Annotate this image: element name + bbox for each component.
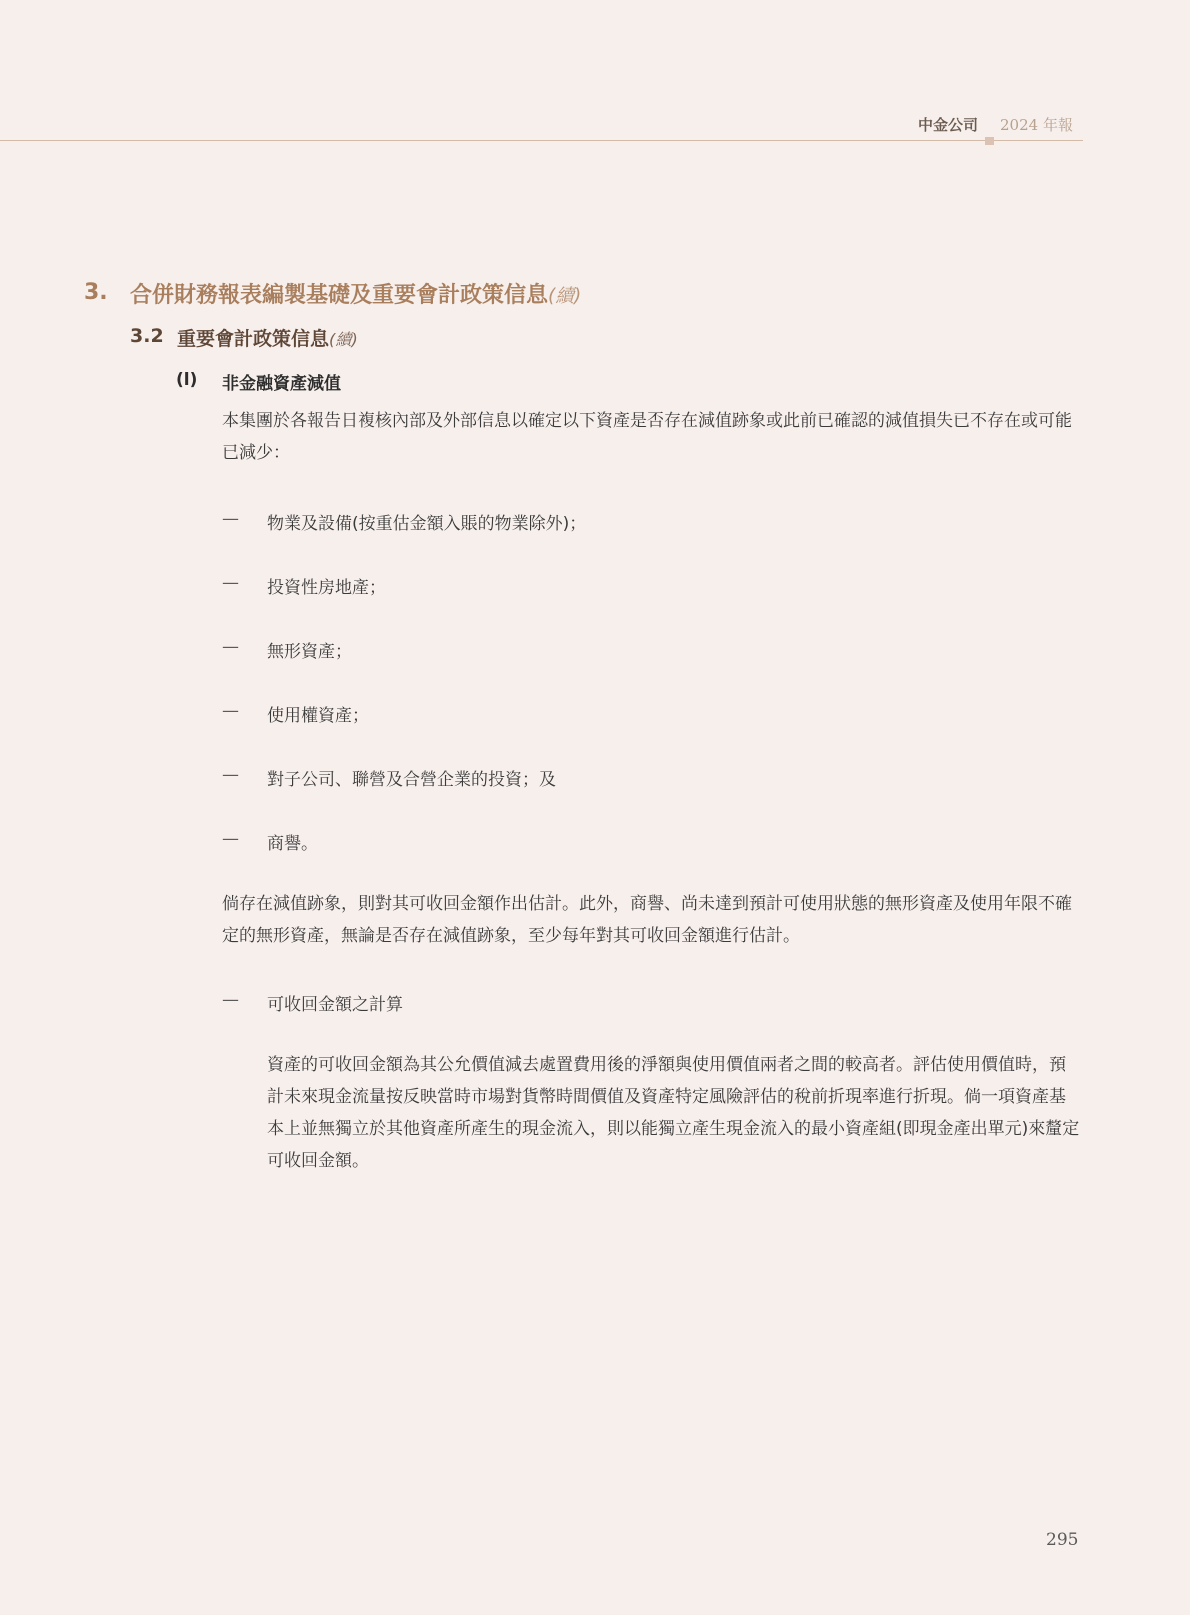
list-item-text: 投資性房地產； [267, 578, 386, 598]
dash-marker: — [222, 990, 239, 1010]
dash-marker: — [222, 637, 239, 657]
recoverable-amount-paragraph: 資產的可收回金額為其公允價值減去處置費用後的淨額與使用價值兩者之間的較高者。評估使用價值時，預計未來現金流量按反映當時市場對貨幣時間價值及資產特定風險評估的稅前折現率進行折現。倘一項資產基本上並無獨立於其他資產所產生的現金流入，則以能獨立產生現金流入的最小資產組(即現金產出單元)來釐定可收回金額。 [267, 1055, 1080, 1171]
header-marker [985, 137, 994, 145]
dash-marker: — [222, 765, 239, 785]
dash-marker: — [222, 701, 239, 721]
item-number: (l) [176, 370, 198, 390]
section-title [130, 278, 581, 309]
list-item-text: 使用權資產； [267, 706, 369, 726]
dash-marker: — [222, 829, 239, 849]
section-continued: (續) [548, 286, 582, 307]
list-item-text: 對子公司、聯營及合營企業的投資；及 [267, 770, 556, 790]
dash-marker: — [222, 573, 239, 593]
page-number: 295 [1046, 1530, 1079, 1550]
list-item-text: 物業及設備(按重估金額入賬的物業除外)； [267, 514, 587, 534]
recoverable-amount-heading: 可收回金額之計算 [267, 995, 403, 1015]
subsection-number: 3.2 [130, 325, 164, 347]
subsection-continued: (續) [329, 330, 358, 349]
intro-paragraph: 本集團於各報告日複核內部及外部信息以確定以下資產是否存在減值跡象或此前已確認的減值損失已不存在或可能已減少： [222, 411, 1072, 463]
list-item-text: 商譽。 [267, 834, 318, 854]
header-company-name: 中金公司 [918, 116, 979, 134]
header-divider [0, 140, 1083, 141]
impairment-paragraph: 倘存在減值跡象，則對其可收回金額作出估計。此外，商譽、尚未達到預計可使用狀態的無形資產及使用年限不確定的無形資產，無論是否存在減值跡象，至少每年對其可收回金額進行估計。 [222, 894, 1072, 946]
header-report-year: 2024 年報 [1000, 116, 1073, 134]
subsection-title-text: 重要會計政策信息 [177, 328, 330, 350]
subsection-title [177, 324, 358, 351]
section-number: 3. [84, 280, 108, 305]
dash-marker: — [222, 509, 239, 529]
section-title-text: 合併財務報表編製基礎及重要會計政策信息 [130, 283, 549, 308]
list-item-text: 無形資產； [267, 642, 352, 662]
item-title: 非金融資產減值 [222, 374, 341, 394]
